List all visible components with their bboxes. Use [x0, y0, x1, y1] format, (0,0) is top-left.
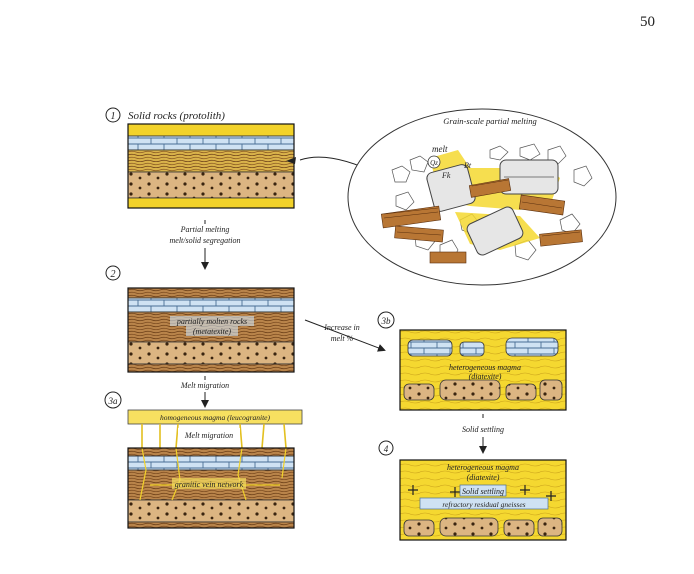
page-number: 50 [640, 14, 655, 30]
increase-line1: Increase in [324, 323, 360, 332]
step-2-number: 2 [110, 269, 116, 280]
arrow-increase-melt [305, 320, 384, 350]
panel-3a-leucogranite [105, 392, 302, 528]
inset-fk-label: Fk [442, 171, 451, 180]
step-3a-magma: homogeneous magma (leucogranite) [160, 413, 270, 422]
step-4-line3: Solid settling [462, 487, 504, 496]
step-3a-network: granitic vein network [174, 480, 244, 489]
inset-melt-label: melt [432, 144, 448, 154]
panel-4-solid-settling [379, 441, 566, 540]
arrow-1-line2: melt/solid segregation [169, 236, 241, 245]
panel-3b-diatexite [378, 312, 566, 410]
panel-1-solid-rocks [106, 108, 294, 208]
inset-title: Grain-scale partial melting [443, 116, 537, 126]
panel-2-partially-molten [106, 266, 294, 372]
arrow-melt-migration [180, 376, 229, 406]
step-3a-number: 3a [108, 396, 118, 406]
arrow-2-label: Melt migration [180, 381, 230, 390]
step-3b-label-2: (diatexite) [468, 372, 502, 381]
step-3a-migration: Melt migration [184, 431, 234, 440]
step-1-number: 1 [110, 111, 116, 122]
inset-qz-label: Qz [430, 159, 438, 167]
step-2-label-1: partially molten rocks [176, 317, 248, 326]
increase-line2: melt % [330, 334, 354, 343]
settling-label: Solid settling [462, 425, 504, 434]
inset-bt-label: Bt [464, 161, 472, 170]
step-1-title: Solid rocks (protolith) [128, 110, 225, 122]
arrow-solid-settling [462, 414, 504, 452]
step-2-label-2: (metatexite) [192, 327, 232, 336]
step-3b-label-1: heterogeneous magma [449, 363, 521, 372]
arrow-1-line1: Partial melting [180, 225, 230, 234]
step-3b-number: 3b [381, 316, 391, 326]
step-4-line4: refractory residual gneisses [442, 500, 526, 509]
grain-scale-inset [348, 109, 616, 285]
arrow-partial-melting [169, 220, 240, 268]
step-4-line1: heterogeneous magma [447, 463, 519, 472]
step-4-line2: (diatexite) [466, 473, 500, 482]
step-4-number: 4 [383, 444, 389, 454]
